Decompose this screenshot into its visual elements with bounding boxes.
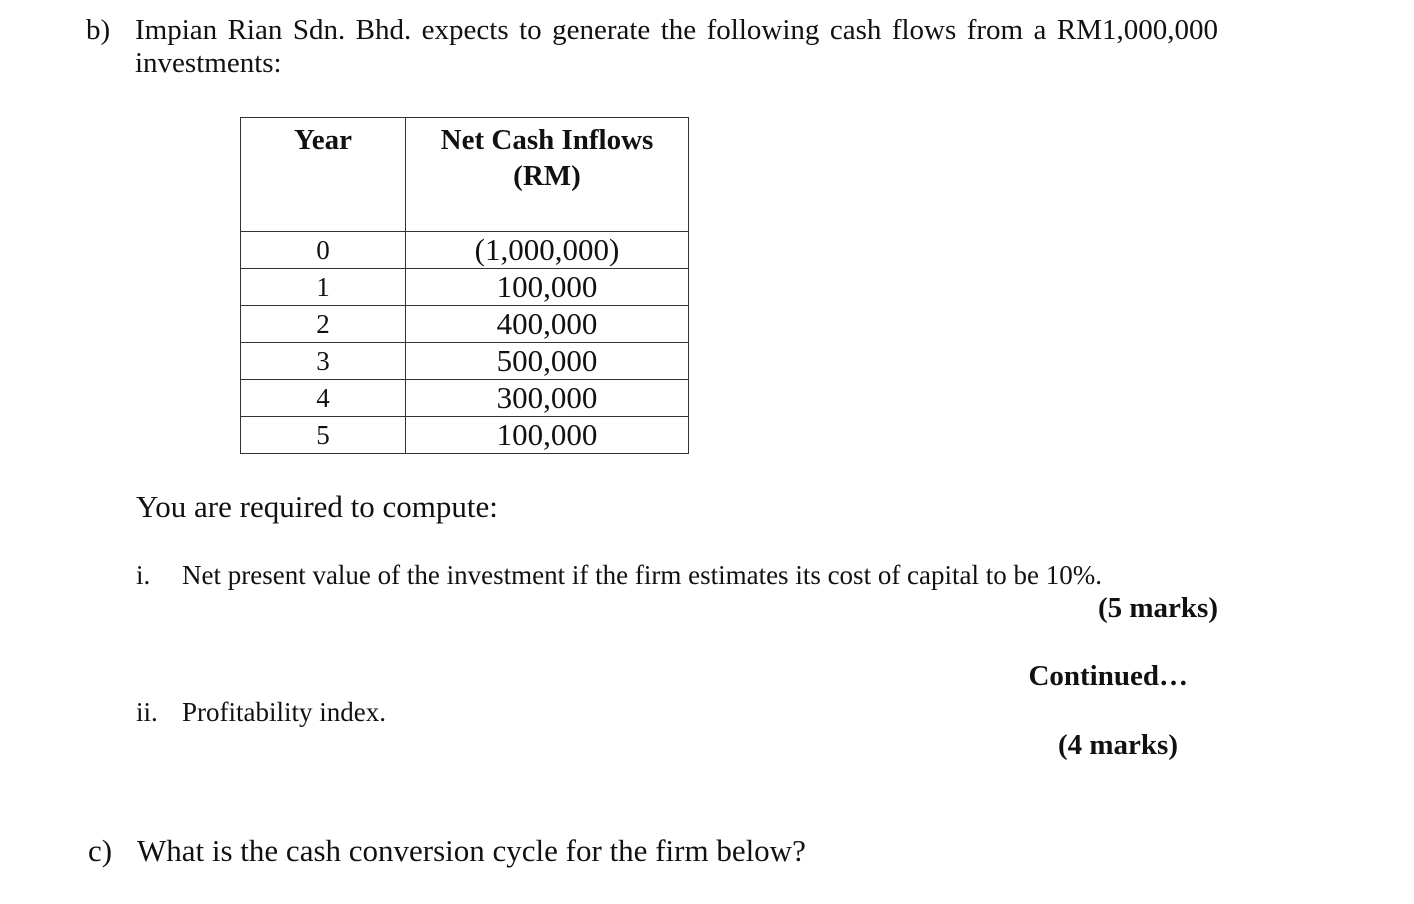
header-inflows-line2: (RM) — [513, 160, 581, 192]
header-year: Year — [241, 118, 406, 232]
header-inflows-line1: Net Cash Inflows — [440, 124, 654, 156]
table-header-row — [241, 118, 689, 232]
cell-year: 5 — [241, 417, 406, 454]
item-i-text: Net present value of the investment if the firm estimates its cost of capital to be 10%. — [182, 560, 1102, 590]
item-i-numeral: i. — [136, 560, 151, 590]
item-ii-numeral: ii. — [136, 697, 158, 727]
table-row — [241, 306, 689, 343]
table-row — [241, 380, 689, 417]
cell-inflow: (1,000,000) — [406, 232, 689, 269]
continued-note: Continued… — [1028, 660, 1188, 692]
item-ii-marks: (4 marks) — [1057, 729, 1178, 761]
header-net-cash-inflows — [406, 118, 689, 232]
cell-inflow: 300,000 — [406, 380, 689, 417]
part-b-label: b) — [86, 14, 111, 46]
cash-flow-table — [240, 117, 689, 454]
cell-inflow: 500,000 — [406, 343, 689, 380]
table-row — [241, 232, 689, 269]
cell-year: 1 — [241, 269, 406, 306]
cell-inflow: 100,000 — [406, 269, 689, 306]
part-b-intro-line1: Impian Rian Sdn. Bhd. expects to generate the following cash flows from a RM1,000,000 — [135, 14, 1218, 46]
cell-inflow: 100,000 — [406, 417, 689, 454]
cell-year: 0 — [241, 232, 406, 269]
cell-year: 2 — [241, 306, 406, 343]
part-c-label: c) — [88, 833, 113, 868]
table-row — [241, 343, 689, 380]
part-c-question: What is the cash conversion cycle for the firm below? — [137, 833, 806, 868]
cell-year: 3 — [241, 343, 406, 380]
item-ii-text: Profitability index. — [182, 697, 386, 727]
item-i-marks: (5 marks) — [1097, 592, 1218, 624]
cell-year: 4 — [241, 380, 406, 417]
cell-inflow: 400,000 — [406, 306, 689, 343]
required-intro: You are required to compute: — [136, 489, 498, 524]
part-b-intro-line2: investments: — [135, 47, 282, 79]
table-row — [241, 269, 689, 306]
table-row — [241, 417, 689, 454]
